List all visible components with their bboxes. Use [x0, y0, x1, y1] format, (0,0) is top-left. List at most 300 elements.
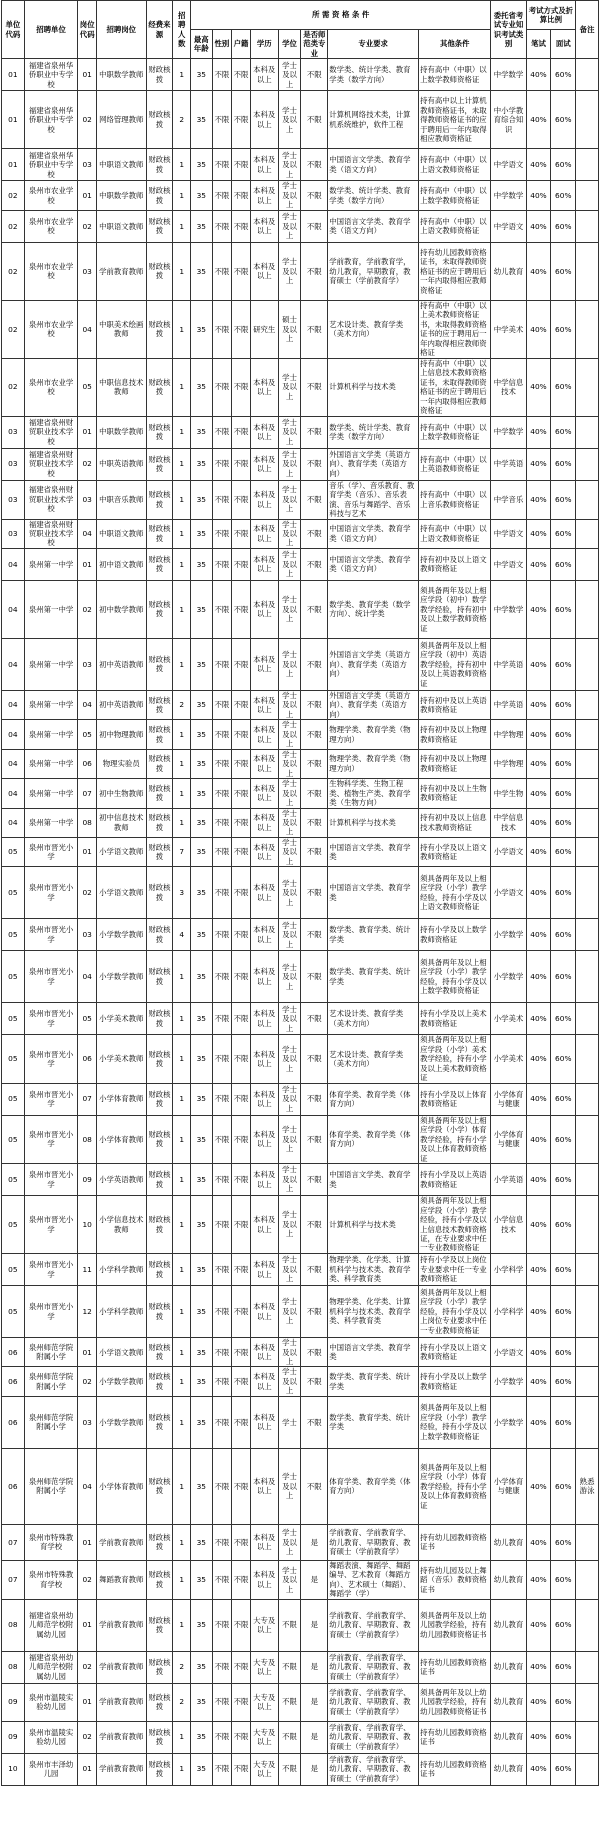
- header-degree: 学位: [278, 30, 301, 59]
- gender-cell: 不限: [212, 690, 232, 719]
- unit-code-cell: 05: [2, 867, 25, 919]
- count-cell: 1: [173, 519, 191, 548]
- count-cell: 1: [173, 1524, 191, 1560]
- unit-code-cell: 04: [2, 779, 25, 808]
- unit-code-cell: 10: [2, 1753, 25, 1785]
- age-cell: 35: [190, 548, 212, 580]
- degree-cell: 学士及以上: [278, 1003, 301, 1035]
- other-condition-cell: 持有小学及以上数学教师资格证: [419, 1367, 491, 1396]
- interview-ratio-cell: 60%: [551, 837, 576, 866]
- hukou-cell: 不限: [232, 416, 251, 448]
- written-ratio-cell: 40%: [526, 1196, 551, 1254]
- unit-name-cell: 泉州市丰泽幼儿园: [24, 1753, 78, 1785]
- normal-cell: 不限: [301, 1035, 328, 1083]
- other-condition-cell: 持有初中及以上语文教师资格证: [419, 548, 491, 580]
- subject-cell: 中学语文: [491, 210, 526, 242]
- unit-name-cell: 泉州市农业学校: [24, 181, 78, 210]
- post-code-cell: 12: [78, 1286, 97, 1338]
- count-cell: 1: [173, 951, 191, 1003]
- degree-cell: 硕士及以上: [278, 300, 301, 358]
- education-cell: 本科及以上: [250, 1083, 278, 1115]
- unit-code-cell: 08: [2, 1599, 25, 1651]
- note-cell: [576, 919, 599, 951]
- unit-name-cell: 泉州市晋光小学: [24, 1115, 78, 1163]
- major-cell: 数学类、教育学类、统计学类: [328, 1396, 419, 1448]
- post-code-cell: 02: [78, 580, 97, 638]
- count-cell: 1: [173, 779, 191, 808]
- education-cell: 本科及以上: [250, 580, 278, 638]
- other-condition-cell: 持有高中（中职）以上语文教师资格证: [419, 210, 491, 242]
- post-code-cell: 03: [78, 480, 97, 519]
- gender-cell: 不限: [212, 1115, 232, 1163]
- degree-cell: 学士及以上: [278, 951, 301, 1003]
- post-code-cell: 01: [78, 1753, 97, 1785]
- subject-cell: 小学信息技术: [491, 1196, 526, 1254]
- count-cell: 1: [173, 1396, 191, 1448]
- hukou-cell: 不限: [232, 580, 251, 638]
- note-cell: [576, 1083, 599, 1115]
- note-cell: [576, 720, 599, 749]
- written-ratio-cell: 40%: [526, 1164, 551, 1196]
- major-cell: 学前教育、学前教育学、幼儿教育、早期教育、教育硕士（学前教育学）: [328, 1524, 419, 1560]
- other-condition-cell: 须具备两年及以上幼儿园教学经验，持有幼儿园教师资格证书: [419, 1683, 491, 1721]
- gender-cell: 不限: [212, 181, 232, 210]
- post-name-cell: 学前教育教师: [96, 1683, 146, 1721]
- post-name-cell: 初中信息技术教师: [96, 808, 146, 837]
- gender-cell: 不限: [212, 867, 232, 919]
- note-cell: [576, 242, 599, 300]
- degree-cell: 学士及以上: [278, 59, 301, 91]
- education-cell: 本科及以上: [250, 1560, 278, 1599]
- post-code-cell: 04: [78, 519, 97, 548]
- post-name-cell: 初中英语教师: [96, 690, 146, 719]
- post-name-cell: 初中生物教师: [96, 779, 146, 808]
- table-row: [2, 1599, 599, 1651]
- note-cell: [576, 1003, 599, 1035]
- other-condition-cell: 持有小学及以上体育教师资格证: [419, 1083, 491, 1115]
- hukou-cell: 不限: [232, 1003, 251, 1035]
- note-cell: [576, 448, 599, 480]
- table-row: [2, 808, 599, 837]
- gender-cell: 不限: [212, 1560, 232, 1599]
- funding-cell: 财政核拨: [146, 1338, 173, 1367]
- hukou-cell: 不限: [232, 808, 251, 837]
- table-row: [2, 548, 599, 580]
- degree-cell: 学士及以上: [278, 749, 301, 778]
- written-ratio-cell: 40%: [526, 1338, 551, 1367]
- post-name-cell: 学前教育教师: [96, 1599, 146, 1651]
- education-cell: 本科及以上: [250, 416, 278, 448]
- count-cell: 1: [173, 1164, 191, 1196]
- subject-cell: 小学数学: [491, 951, 526, 1003]
- unit-code-cell: 04: [2, 720, 25, 749]
- gender-cell: 不限: [212, 519, 232, 548]
- unit-code-cell: 04: [2, 749, 25, 778]
- education-cell: 本科及以上: [250, 1286, 278, 1338]
- degree-cell: 学士及以上: [278, 1164, 301, 1196]
- interview-ratio-cell: 60%: [551, 867, 576, 919]
- post-name-cell: 学前教育教师: [96, 1651, 146, 1683]
- post-code-cell: 04: [78, 951, 97, 1003]
- funding-cell: 财政核拨: [146, 1753, 173, 1785]
- subject-cell: 小学体育与健康: [491, 1115, 526, 1163]
- unit-code-cell: 05: [2, 1196, 25, 1254]
- education-cell: 本科及以上: [250, 690, 278, 719]
- header-unit-name: 招聘单位: [24, 1, 78, 59]
- normal-cell: 不限: [301, 91, 328, 149]
- normal-cell: 是: [301, 1683, 328, 1721]
- interview-ratio-cell: 60%: [551, 548, 576, 580]
- age-cell: 35: [190, 690, 212, 719]
- post-code-cell: 01: [78, 59, 97, 91]
- note-cell: [576, 1164, 599, 1196]
- subject-cell: 幼儿教育: [491, 1524, 526, 1560]
- other-condition-cell: 持有高中（中职）以上数学教师资格证: [419, 181, 491, 210]
- age-cell: 35: [190, 59, 212, 91]
- other-condition-cell: 持有高中（中职）以上音乐教师资格证: [419, 480, 491, 519]
- age-cell: 35: [190, 1753, 212, 1785]
- hukou-cell: 不限: [232, 1651, 251, 1683]
- age-cell: 35: [190, 1560, 212, 1599]
- post-code-cell: 04: [78, 300, 97, 358]
- interview-ratio-cell: 60%: [551, 1753, 576, 1785]
- hukou-cell: 不限: [232, 210, 251, 242]
- normal-cell: 不限: [301, 416, 328, 448]
- note-cell: [576, 181, 599, 210]
- hukou-cell: 不限: [232, 1367, 251, 1396]
- subject-cell: 中学英语: [491, 638, 526, 690]
- hukou-cell: 不限: [232, 548, 251, 580]
- post-name-cell: 学前教育教师: [96, 1721, 146, 1753]
- normal-cell: 是: [301, 1651, 328, 1683]
- written-ratio-cell: 40%: [526, 91, 551, 149]
- gender-cell: 不限: [212, 358, 232, 416]
- hukou-cell: 不限: [232, 1035, 251, 1083]
- funding-cell: 财政核拨: [146, 149, 173, 181]
- subject-cell: 幼儿教育: [491, 1753, 526, 1785]
- unit-code-cell: 06: [2, 1396, 25, 1448]
- count-cell: 1: [173, 149, 191, 181]
- unit-name-cell: 泉州第一中学: [24, 720, 78, 749]
- hukou-cell: 不限: [232, 1254, 251, 1286]
- count-cell: 2: [173, 1651, 191, 1683]
- written-ratio-cell: 40%: [526, 300, 551, 358]
- subject-cell: 小学英语: [491, 1164, 526, 1196]
- gender-cell: 不限: [212, 580, 232, 638]
- major-cell: 学前教育、学前教育学、幼儿教育、早期教育、教育硕士（学前教育学）: [328, 1599, 419, 1651]
- subject-cell: 幼儿教育: [491, 1721, 526, 1753]
- note-cell: [576, 210, 599, 242]
- interview-ratio-cell: 60%: [551, 1367, 576, 1396]
- post-code-cell: 01: [78, 181, 97, 210]
- subject-cell: 小学科学: [491, 1254, 526, 1286]
- count-cell: 2: [173, 91, 191, 149]
- hukou-cell: 不限: [232, 919, 251, 951]
- table-body: [2, 59, 599, 1785]
- funding-cell: 财政核拨: [146, 779, 173, 808]
- table-row: [2, 149, 599, 181]
- degree-cell: 学士及以上: [278, 1286, 301, 1338]
- unit-code-cell: 03: [2, 448, 25, 480]
- unit-code-cell: 05: [2, 1083, 25, 1115]
- other-condition-cell: 持有幼儿园教师资格证书: [419, 1753, 491, 1785]
- other-condition-cell: 持有高中（中职）以上语文教师资格证: [419, 149, 491, 181]
- subject-cell: 小学语文: [491, 1338, 526, 1367]
- post-code-cell: 07: [78, 779, 97, 808]
- funding-cell: 财政核拨: [146, 448, 173, 480]
- post-name-cell: 中职数学教师: [96, 416, 146, 448]
- unit-code-cell: 02: [2, 242, 25, 300]
- age-cell: 35: [190, 1286, 212, 1338]
- major-cell: 外国语言文学类（英语方向）、教育学类（英语方向）: [328, 448, 419, 480]
- note-cell: [576, 548, 599, 580]
- normal-cell: 不限: [301, 1164, 328, 1196]
- interview-ratio-cell: 60%: [551, 358, 576, 416]
- hukou-cell: 不限: [232, 1196, 251, 1254]
- post-code-cell: 01: [78, 1683, 97, 1721]
- normal-cell: 不限: [301, 1115, 328, 1163]
- written-ratio-cell: 40%: [526, 951, 551, 1003]
- post-name-cell: 初中物理教师: [96, 720, 146, 749]
- gender-cell: 不限: [212, 1367, 232, 1396]
- age-cell: 35: [190, 1035, 212, 1083]
- age-cell: 35: [190, 720, 212, 749]
- other-condition-cell: 持有初中及以上物理教师资格证: [419, 749, 491, 778]
- post-name-cell: 中职语文教师: [96, 519, 146, 548]
- subject-cell: 中小学教育综合知识: [491, 91, 526, 149]
- hukou-cell: 不限: [232, 720, 251, 749]
- degree-cell: 学士及以上: [278, 1338, 301, 1367]
- normal-cell: 不限: [301, 779, 328, 808]
- unit-code-cell: 01: [2, 91, 25, 149]
- gender-cell: 不限: [212, 951, 232, 1003]
- post-name-cell: 中职数学教师: [96, 59, 146, 91]
- normal-cell: 不限: [301, 919, 328, 951]
- hukou-cell: 不限: [232, 749, 251, 778]
- normal-cell: 不限: [301, 867, 328, 919]
- written-ratio-cell: 40%: [526, 1651, 551, 1683]
- header-education: 学历: [250, 30, 278, 59]
- hukou-cell: 不限: [232, 867, 251, 919]
- header-count: 招聘人数: [173, 1, 191, 59]
- subject-cell: 中学物理: [491, 749, 526, 778]
- post-name-cell: 小学数学教师: [96, 919, 146, 951]
- unit-code-cell: 06: [2, 1448, 25, 1524]
- gender-cell: 不限: [212, 638, 232, 690]
- subject-cell: 中学物理: [491, 720, 526, 749]
- written-ratio-cell: 40%: [526, 1003, 551, 1035]
- education-cell: 本科及以上: [250, 1338, 278, 1367]
- subject-cell: 小学科学: [491, 1286, 526, 1338]
- interview-ratio-cell: 60%: [551, 1164, 576, 1196]
- count-cell: 1: [173, 580, 191, 638]
- note-cell: [576, 1035, 599, 1083]
- count-cell: 1: [173, 1338, 191, 1367]
- header-gender: 性别: [212, 30, 232, 59]
- written-ratio-cell: 40%: [526, 448, 551, 480]
- gender-cell: 不限: [212, 919, 232, 951]
- funding-cell: 财政核拨: [146, 1560, 173, 1599]
- header-ratio: 考试方式及折算比例: [526, 1, 576, 30]
- subject-cell: 幼儿教育: [491, 1560, 526, 1599]
- major-cell: 计算机科学与技术类: [328, 1196, 419, 1254]
- interview-ratio-cell: 60%: [551, 181, 576, 210]
- other-condition-cell: 持有小学及以上数学教师资格证: [419, 919, 491, 951]
- unit-name-cell: 泉州市农业学校: [24, 358, 78, 416]
- post-code-cell: 01: [78, 837, 97, 866]
- table-row: [2, 448, 599, 480]
- normal-cell: 不限: [301, 1338, 328, 1367]
- gender-cell: 不限: [212, 808, 232, 837]
- normal-cell: 不限: [301, 480, 328, 519]
- education-cell: 本科及以上: [250, 837, 278, 866]
- unit-code-cell: 07: [2, 1560, 25, 1599]
- interview-ratio-cell: 60%: [551, 808, 576, 837]
- post-name-cell: 小学体育教师: [96, 1115, 146, 1163]
- header-hukou: 户籍: [232, 30, 251, 59]
- post-code-cell: 03: [78, 242, 97, 300]
- degree-cell: 学士及以上: [278, 837, 301, 866]
- subject-cell: 幼儿教育: [491, 242, 526, 300]
- funding-cell: 财政核拨: [146, 1448, 173, 1524]
- funding-cell: 财政核拨: [146, 480, 173, 519]
- unit-name-cell: 泉州市晋光小学: [24, 919, 78, 951]
- unit-code-cell: 05: [2, 919, 25, 951]
- unit-name-cell: 福建省泉州幼儿师范学校附属幼儿园: [24, 1651, 78, 1683]
- header-age: 最高年龄: [190, 30, 212, 59]
- table-row: [2, 638, 599, 690]
- unit-code-cell: 01: [2, 149, 25, 181]
- subject-cell: 中学语文: [491, 149, 526, 181]
- funding-cell: 财政核拨: [146, 548, 173, 580]
- unit-name-cell: 泉州师范学院附属小学: [24, 1367, 78, 1396]
- funding-cell: 财政核拨: [146, 580, 173, 638]
- unit-name-cell: 泉州市农业学校: [24, 300, 78, 358]
- unit-name-cell: 泉州市农业学校: [24, 242, 78, 300]
- degree-cell: 学士及以上: [278, 1524, 301, 1560]
- other-condition-cell: 须具备两年及以上相应学段（小学）教学经验，持有小学及以上数学教师资格证: [419, 1396, 491, 1448]
- count-cell: 1: [173, 1035, 191, 1083]
- note-cell: [576, 1115, 599, 1163]
- count-cell: 1: [173, 1367, 191, 1396]
- education-cell: 本科及以上: [250, 519, 278, 548]
- major-cell: 体育学类、教育学类（体育方向）: [328, 1448, 419, 1524]
- subject-cell: 小学数学: [491, 1396, 526, 1448]
- post-name-cell: 初中数学教师: [96, 580, 146, 638]
- degree-cell: 不限: [278, 1683, 301, 1721]
- hukou-cell: 不限: [232, 1683, 251, 1721]
- gender-cell: 不限: [212, 1164, 232, 1196]
- age-cell: 35: [190, 358, 212, 416]
- table-row: [2, 720, 599, 749]
- header-subject: 委托省考试专业知识考试类别: [491, 1, 526, 59]
- normal-cell: 不限: [301, 1448, 328, 1524]
- education-cell: 本科及以上: [250, 149, 278, 181]
- hukou-cell: 不限: [232, 1599, 251, 1651]
- table-row: [2, 580, 599, 638]
- hukou-cell: 不限: [232, 448, 251, 480]
- education-cell: 本科及以上: [250, 448, 278, 480]
- count-cell: 1: [173, 242, 191, 300]
- post-name-cell: 中职数学教师: [96, 181, 146, 210]
- count-cell: 1: [173, 1196, 191, 1254]
- funding-cell: 财政核拨: [146, 1164, 173, 1196]
- interview-ratio-cell: 60%: [551, 1254, 576, 1286]
- count-cell: 1: [173, 1753, 191, 1785]
- gender-cell: 不限: [212, 149, 232, 181]
- degree-cell: 学士及以上: [278, 358, 301, 416]
- unit-code-cell: 03: [2, 416, 25, 448]
- education-cell: 本科及以上: [250, 1164, 278, 1196]
- education-cell: 本科及以上: [250, 181, 278, 210]
- funding-cell: 财政核拨: [146, 1367, 173, 1396]
- note-cell: [576, 1286, 599, 1338]
- age-cell: 35: [190, 1254, 212, 1286]
- post-code-cell: 04: [78, 690, 97, 719]
- unit-name-cell: 泉州市特殊教育学校: [24, 1524, 78, 1560]
- other-condition-cell: 须具备两年及以上相应学段（小学）教学经验，持有小学及以上数学教师资格证: [419, 951, 491, 1003]
- count-cell: 2: [173, 1683, 191, 1721]
- normal-cell: 不限: [301, 149, 328, 181]
- unit-name-cell: 泉州第一中学: [24, 749, 78, 778]
- gender-cell: 不限: [212, 837, 232, 866]
- table-row: [2, 1254, 599, 1286]
- post-code-cell: 02: [78, 448, 97, 480]
- post-name-cell: 学前教育教师: [96, 1524, 146, 1560]
- subject-cell: 中学美术: [491, 300, 526, 358]
- unit-name-cell: 泉州市晋光小学: [24, 1286, 78, 1338]
- major-cell: 中国语言文学类、教育学类: [328, 1164, 419, 1196]
- major-cell: 外国语言文学类（英语方向）、教育学类（英语方向）: [328, 690, 419, 719]
- normal-cell: 不限: [301, 638, 328, 690]
- interview-ratio-cell: 60%: [551, 1560, 576, 1599]
- post-name-cell: 小学信息技术教师: [96, 1196, 146, 1254]
- note-cell: [576, 358, 599, 416]
- major-cell: 体育学类、教育学类（体育方向）: [328, 1115, 419, 1163]
- degree-cell: 学士及以上: [278, 480, 301, 519]
- unit-name-cell: 福建省泉州华侨职业中专学校: [24, 59, 78, 91]
- age-cell: 35: [190, 480, 212, 519]
- unit-code-cell: 06: [2, 1367, 25, 1396]
- gender-cell: 不限: [212, 1396, 232, 1448]
- gender-cell: 不限: [212, 480, 232, 519]
- normal-cell: 不限: [301, 1367, 328, 1396]
- age-cell: 35: [190, 1651, 212, 1683]
- normal-cell: 不限: [301, 1286, 328, 1338]
- note-cell: [576, 300, 599, 358]
- normal-cell: 不限: [301, 181, 328, 210]
- post-code-cell: 02: [78, 867, 97, 919]
- header-unit-code: 单位代码: [2, 1, 25, 59]
- post-name-cell: 中职英语教师: [96, 448, 146, 480]
- degree-cell: 学士及以上: [278, 548, 301, 580]
- count-cell: 1: [173, 300, 191, 358]
- major-cell: 生物科学类、生物工程类、植物生产类、教育学类（生物方向）: [328, 779, 419, 808]
- major-cell: 音乐（学）、音乐教育、教育学类（音乐）、音乐表演、音乐与舞蹈学、音乐科技与艺术: [328, 480, 419, 519]
- funding-cell: 财政核拨: [146, 300, 173, 358]
- hukou-cell: 不限: [232, 1524, 251, 1560]
- post-name-cell: 中职美术绘画教师: [96, 300, 146, 358]
- other-condition-cell: 持有小学及以上语文教师资格证: [419, 1338, 491, 1367]
- degree-cell: 学士及以上: [278, 448, 301, 480]
- other-condition-cell: 持有初中及以上英语教师资格证: [419, 690, 491, 719]
- age-cell: 35: [190, 808, 212, 837]
- written-ratio-cell: 40%: [526, 837, 551, 866]
- unit-name-cell: 泉州市特殊教育学校: [24, 1560, 78, 1599]
- post-name-cell: 小学科学教师: [96, 1254, 146, 1286]
- unit-name-cell: 泉州市晋光小学: [24, 1164, 78, 1196]
- note-cell: [576, 690, 599, 719]
